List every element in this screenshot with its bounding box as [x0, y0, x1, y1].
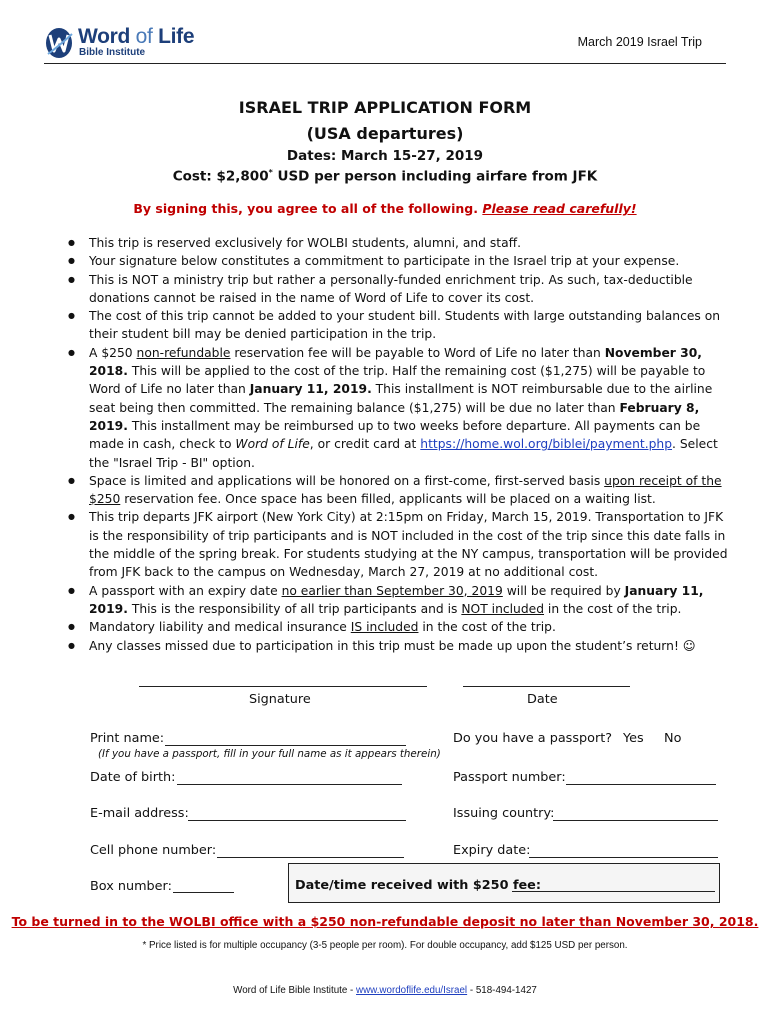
issuing-country-field[interactable] [553, 820, 718, 821]
passport-number-label: Passport number: [453, 770, 566, 785]
passport-number-field[interactable] [566, 784, 716, 785]
list-item: ● Mandatory liability and medical insurance IS included in the cost of the trip. [68, 618, 728, 636]
date-line[interactable] [463, 686, 630, 687]
signature-label: Signature [249, 692, 311, 707]
print-name-field[interactable] [165, 745, 406, 746]
list-item: ● Any classes missed due to participation in this trip must be made up upon the student’s return! ☺ [68, 637, 728, 655]
box-number-field[interactable] [173, 892, 234, 893]
date-label: Date [527, 692, 558, 707]
list-item: ● This is NOT a ministry trip but rather a personally-funded enrichment trip. As such, tax-deductible donations cannot be raised in the name of Word of Life to cover its cost. [68, 271, 728, 308]
form-subtitle: (USA departures) [306, 124, 464, 143]
deposit-notice: To be turned in to the WOLBI office with a $250 non-refundable deposit no later than November 30, 2018. [11, 914, 759, 929]
list-item: ● A passport with an expiry date no earlier than September 30, 2019 will be required by January 11, 2019. This is the responsibility of all trip participants and is NOT included in the cost of the trip. [68, 582, 728, 619]
trip-cost: Cost: $2,800* USD per person including airfare from JFK [172, 168, 598, 185]
page-footer: Word of Life Bible Institute - www.wordoflife.edu/Israel - 518-494-1427 [233, 985, 537, 996]
payment-link[interactable]: https://home.wol.org/biblei/payment.php [420, 437, 673, 452]
cell-label: Cell phone number: [90, 843, 217, 858]
print-name-label: Print name: [90, 731, 165, 746]
list-item: ● Your signature below constitutes a commitment to participate in the Israel trip at your expense. [68, 252, 728, 270]
trip-label: March 2019 Israel Trip [577, 35, 702, 49]
passport-yes-option[interactable]: Yes [623, 731, 644, 746]
trip-dates: Dates: March 15-27, 2019 [286, 148, 484, 164]
wol-logo-icon [44, 26, 74, 60]
footer-link[interactable]: www.wordoflife.edu/Israel [356, 985, 468, 996]
agreement-notice: By signing this, you agree to all of the following. Please read carefully! [133, 201, 637, 216]
list-item: ● A $250 non-refundable reservation fee will be payable to Word of Life no later than November 30, 2018. This will be applied to the cost of the trip. Half the remaining cost ($1,275) will be payable to Word of Life no later than January 11, 2019. This installment is NOT reimbursable due to the airline seat being then committed. The remaining balance ($1,275) will be due no later than February 8, 2019. This installment may be reimbursed up to two weeks before departure. All payments can be made in cash, check to Word of Life, or credit card at https://home.wol.org/biblei/payment.php. Select the "Israel Trip - BI" option. [68, 344, 728, 472]
signature-line[interactable] [139, 686, 427, 687]
expiry-date-field[interactable] [529, 857, 718, 858]
list-item: ● This trip is reserved exclusively for WOLBI students, alumni, and staff. [68, 234, 728, 252]
print-name-hint: (If you have a passport, fill in your full name as it appears therein) [98, 748, 441, 760]
wol-logo [44, 25, 195, 60]
received-label: Date/time received with $250 fee: [295, 878, 541, 893]
box-number-label: Box number: [90, 879, 172, 894]
price-footnote: * Price listed is for multiple occupancy (3-5 people per room). For double occupancy, add $125 USD per person. [142, 940, 628, 951]
email-field[interactable] [188, 820, 406, 821]
passport-no-option[interactable]: No [664, 731, 682, 746]
header-divider [44, 63, 726, 64]
list-item: ● This trip departs JFK airport (New York City) at 2:15pm on Friday, March 15, 2019. Transportation to JFK is the responsibility of trip participants and is NOT included in the cost of the trip since this date falls in the middle of the spring break. For students studying at the NY campus, transportation will be provided from JFK back to the campus on Wednesday, March 27, 2019 at no additional cost. [68, 508, 728, 581]
email-label: E-mail address: [90, 806, 189, 821]
form-title: ISRAEL TRIP APPLICATION FORM [238, 98, 532, 117]
logo-wordmark: Word of Life [78, 25, 195, 48]
terms-list [68, 234, 728, 655]
logo-subtitle: Bible Institute [79, 47, 146, 58]
expiry-date-label: Expiry date: [453, 843, 531, 858]
received-field[interactable] [512, 891, 715, 892]
dob-label: Date of birth: [90, 770, 176, 785]
dob-field[interactable] [177, 784, 402, 785]
issuing-country-label: Issuing country: [453, 806, 555, 821]
list-item: ● The cost of this trip cannot be added to your student bill. Students with large outstanding balances on their student bill may be denied participation in the trip. [68, 307, 728, 344]
list-item: ● Space is limited and applications will be honored on a first-come, first-served basis upon receipt of the $250 reservation fee. Once space has been filled, applicants will be placed on a waiting list. [68, 472, 728, 509]
passport-question: Do you have a passport? [453, 731, 613, 746]
cell-field[interactable] [217, 857, 404, 858]
